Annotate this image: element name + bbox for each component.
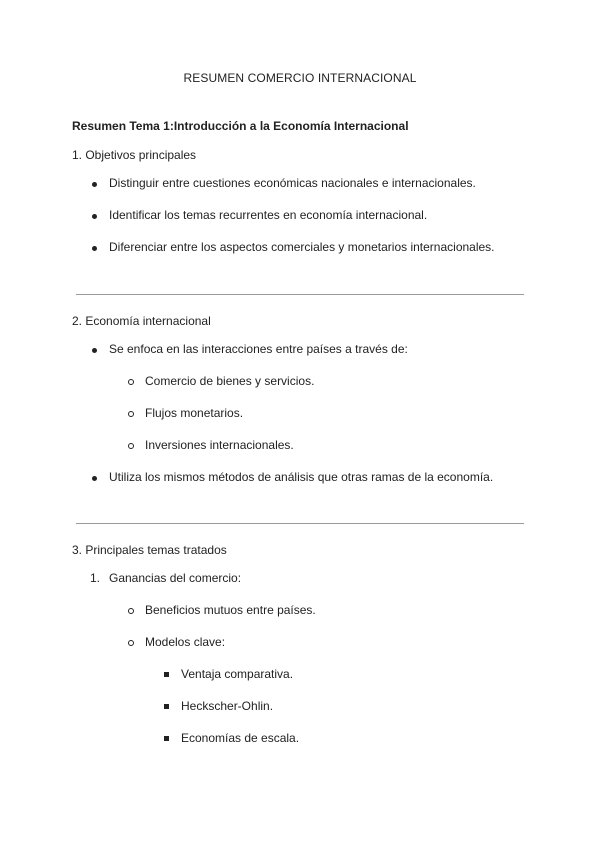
bullet-disc-icon bbox=[92, 476, 97, 481]
list-subitem: Beneficios mutuos entre países. bbox=[145, 603, 316, 617]
list-item: Utiliza los mismos métodos de análisis que otras ramas de la economía. bbox=[109, 470, 494, 484]
section-divider bbox=[76, 294, 524, 295]
bullet-disc-icon bbox=[92, 348, 97, 353]
bullet-square-icon bbox=[164, 672, 169, 677]
bullet-circle-icon bbox=[128, 379, 134, 385]
bullet-disc-icon bbox=[92, 214, 97, 219]
list-subsubitem: Ventaja comparativa. bbox=[181, 667, 294, 681]
section-heading: 1. Objetivos principales bbox=[72, 148, 197, 162]
section-heading: 2. Economía internacional bbox=[72, 314, 211, 328]
list-subitem: Flujos monetarios. bbox=[145, 406, 244, 420]
list-item: Identificar los temas recurrentes en economía internacional. bbox=[109, 208, 428, 222]
bullet-disc-icon bbox=[92, 182, 97, 187]
bullet-circle-icon bbox=[128, 640, 134, 646]
bullet-circle-icon bbox=[128, 443, 134, 449]
list-subsubitem: Heckscher-Ohlin. bbox=[181, 699, 274, 713]
list-subsubitem: Economías de escala. bbox=[181, 731, 300, 745]
bullet-circle-icon bbox=[128, 608, 134, 614]
document-title: RESUMEN COMERCIO INTERNACIONAL bbox=[183, 71, 417, 85]
list-item: Distinguir entre cuestiones económicas nacionales e internacionales. bbox=[109, 176, 476, 190]
list-item: Se enfoca en las interacciones entre países a través de: bbox=[109, 342, 408, 356]
list-item: Ganancias del comercio: bbox=[109, 571, 242, 585]
list-subitem: Inversiones internacionales. bbox=[145, 438, 294, 452]
bullet-disc-icon bbox=[92, 246, 97, 251]
section-divider bbox=[76, 523, 524, 524]
list-item: Diferenciar entre los aspectos comerciales y monetarios internacionales. bbox=[109, 240, 495, 254]
list-subitem: Modelos clave: bbox=[145, 635, 226, 649]
list-number: 1. bbox=[90, 571, 101, 585]
bullet-square-icon bbox=[164, 704, 169, 709]
document-subtitle: Resumen Tema 1:Introducción a la Economía Internacional bbox=[72, 119, 409, 133]
bullet-circle-icon bbox=[128, 411, 134, 417]
list-subitem: Comercio de bienes y servicios. bbox=[145, 374, 315, 388]
section-heading: 3. Principales temas tratados bbox=[72, 543, 227, 557]
bullet-square-icon bbox=[164, 736, 169, 741]
